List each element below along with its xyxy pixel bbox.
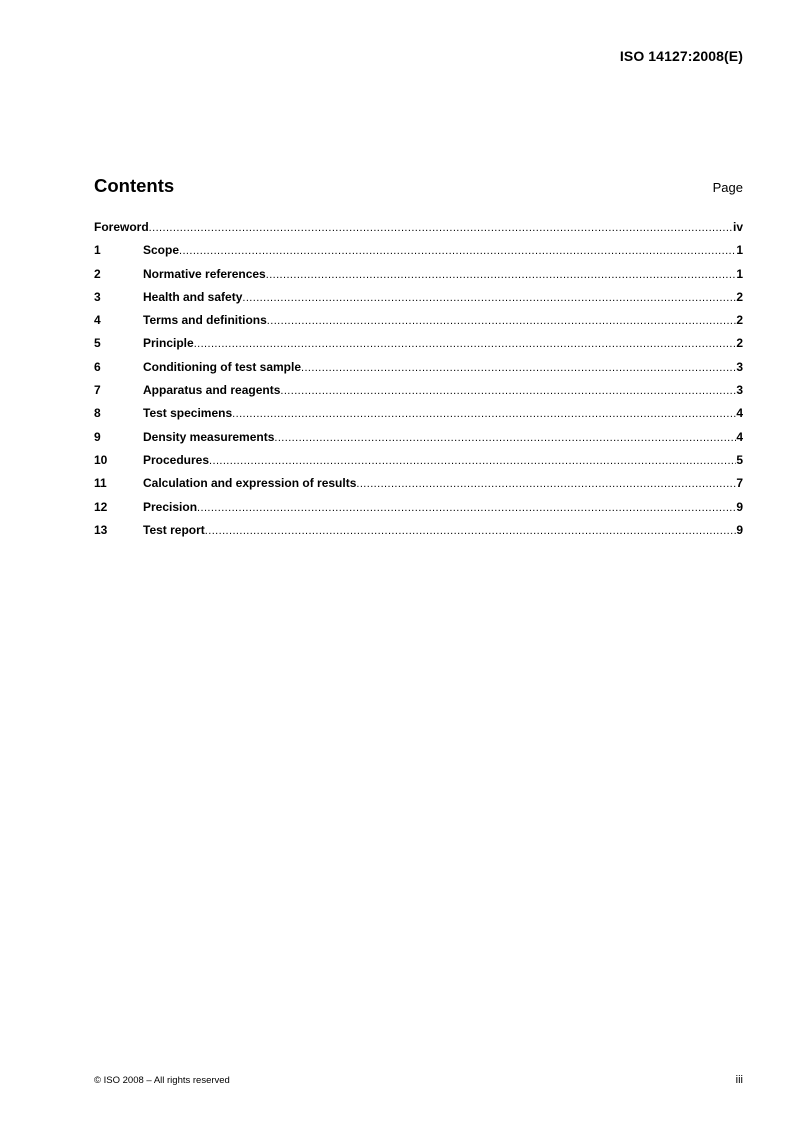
- toc-entry-title: Normative references: [143, 266, 266, 281]
- toc-entry-title: Terms and definitions: [143, 313, 267, 328]
- toc-entry-page: 2: [736, 313, 743, 328]
- toc-entry-title: Conditioning of test sample: [143, 359, 301, 374]
- toc-entry-number: 7: [94, 383, 101, 398]
- toc-entry-number: 13: [94, 522, 108, 537]
- toc-entry-title: Test specimens: [143, 406, 233, 421]
- toc-leader-dots: [205, 525, 737, 537]
- toc-leader-dots: [209, 455, 736, 467]
- toc-entry-title: Health and safety: [143, 289, 243, 304]
- toc-entry-number: 5: [94, 336, 101, 351]
- toc-entry-number: 12: [94, 499, 108, 514]
- toc-entry[interactable]: [94, 360, 743, 383]
- toc-leader-dots: [274, 432, 736, 444]
- footer-copyright: © ISO 2008 – All rights reserved: [94, 1075, 230, 1086]
- toc-leader-dots: [356, 478, 736, 490]
- toc-entry-title: Precision: [143, 499, 198, 514]
- toc-entry-number: 3: [94, 289, 101, 304]
- toc-leader-dots: [280, 385, 736, 397]
- toc-entry-title: Procedures: [143, 452, 210, 467]
- table-of-contents: [94, 220, 743, 546]
- toc-entry-page: 2: [736, 336, 743, 351]
- toc-entry-number: 4: [94, 313, 101, 328]
- toc-entry-number: 1: [94, 243, 101, 258]
- toc-entry[interactable]: [94, 430, 743, 453]
- toc-entry-page: 5: [736, 452, 743, 467]
- toc-entry-page: 1: [736, 266, 743, 281]
- toc-entry-number: 9: [94, 429, 101, 444]
- toc-entry-number: 10: [94, 452, 108, 467]
- toc-entry-page: 7: [736, 476, 743, 491]
- toc-leader-dots: [149, 222, 733, 234]
- toc-entry[interactable]: [94, 523, 743, 546]
- toc-leader-dots: [242, 292, 736, 304]
- toc-entry-title: Scope: [143, 243, 180, 258]
- toc-entry-number: 11: [94, 476, 107, 491]
- toc-entry-page: 3: [736, 359, 743, 374]
- toc-entry-title: Density measurements: [143, 429, 275, 444]
- toc-leader-dots: [194, 338, 737, 350]
- toc-entry-foreword[interactable]: [94, 220, 743, 243]
- toc-entry-title: Foreword: [94, 220, 149, 234]
- toc-leader-dots: [197, 502, 736, 514]
- toc-entry[interactable]: [94, 336, 743, 359]
- toc-entry[interactable]: [94, 267, 743, 290]
- toc-entry[interactable]: [94, 383, 743, 406]
- toc-entry-page: 4: [736, 406, 743, 421]
- toc-entry-page: 9: [736, 522, 743, 537]
- toc-leader-dots: [232, 408, 736, 420]
- toc-leader-dots: [179, 245, 736, 257]
- toc-entry[interactable]: [94, 476, 743, 499]
- toc-entry-title: Test report: [143, 522, 205, 537]
- toc-entry-title: Apparatus and reagents: [143, 383, 281, 398]
- toc-leader-dots: [267, 315, 737, 327]
- toc-entry-number: 8: [94, 406, 101, 421]
- toc-entry-page: 4: [736, 429, 743, 444]
- toc-entry-title: Calculation and expression of results: [143, 476, 357, 491]
- toc-entry[interactable]: [94, 500, 743, 523]
- toc-entry-page: 9: [736, 499, 743, 514]
- page-column-label: Page: [712, 180, 743, 195]
- toc-entry[interactable]: [94, 406, 743, 429]
- toc-entry-page: iv: [732, 220, 743, 234]
- toc-entry-title: Principle: [143, 336, 194, 351]
- toc-entry-number: 6: [94, 359, 101, 374]
- document-id: ISO 14127:2008(E): [619, 48, 743, 64]
- footer-page-number: iii: [735, 1074, 743, 1086]
- toc-leader-dots: [266, 269, 737, 281]
- toc-entry[interactable]: [94, 290, 743, 313]
- toc-entry-number: 2: [94, 266, 101, 281]
- contents-title: Contents: [94, 175, 175, 196]
- toc-entry-page: 1: [736, 243, 743, 258]
- toc-entry[interactable]: [94, 453, 743, 476]
- toc-entry[interactable]: [94, 313, 743, 336]
- toc-entry-page: 3: [736, 383, 743, 398]
- toc-entry[interactable]: [94, 243, 743, 266]
- toc-entry-page: 2: [736, 289, 743, 304]
- toc-leader-dots: [301, 362, 736, 374]
